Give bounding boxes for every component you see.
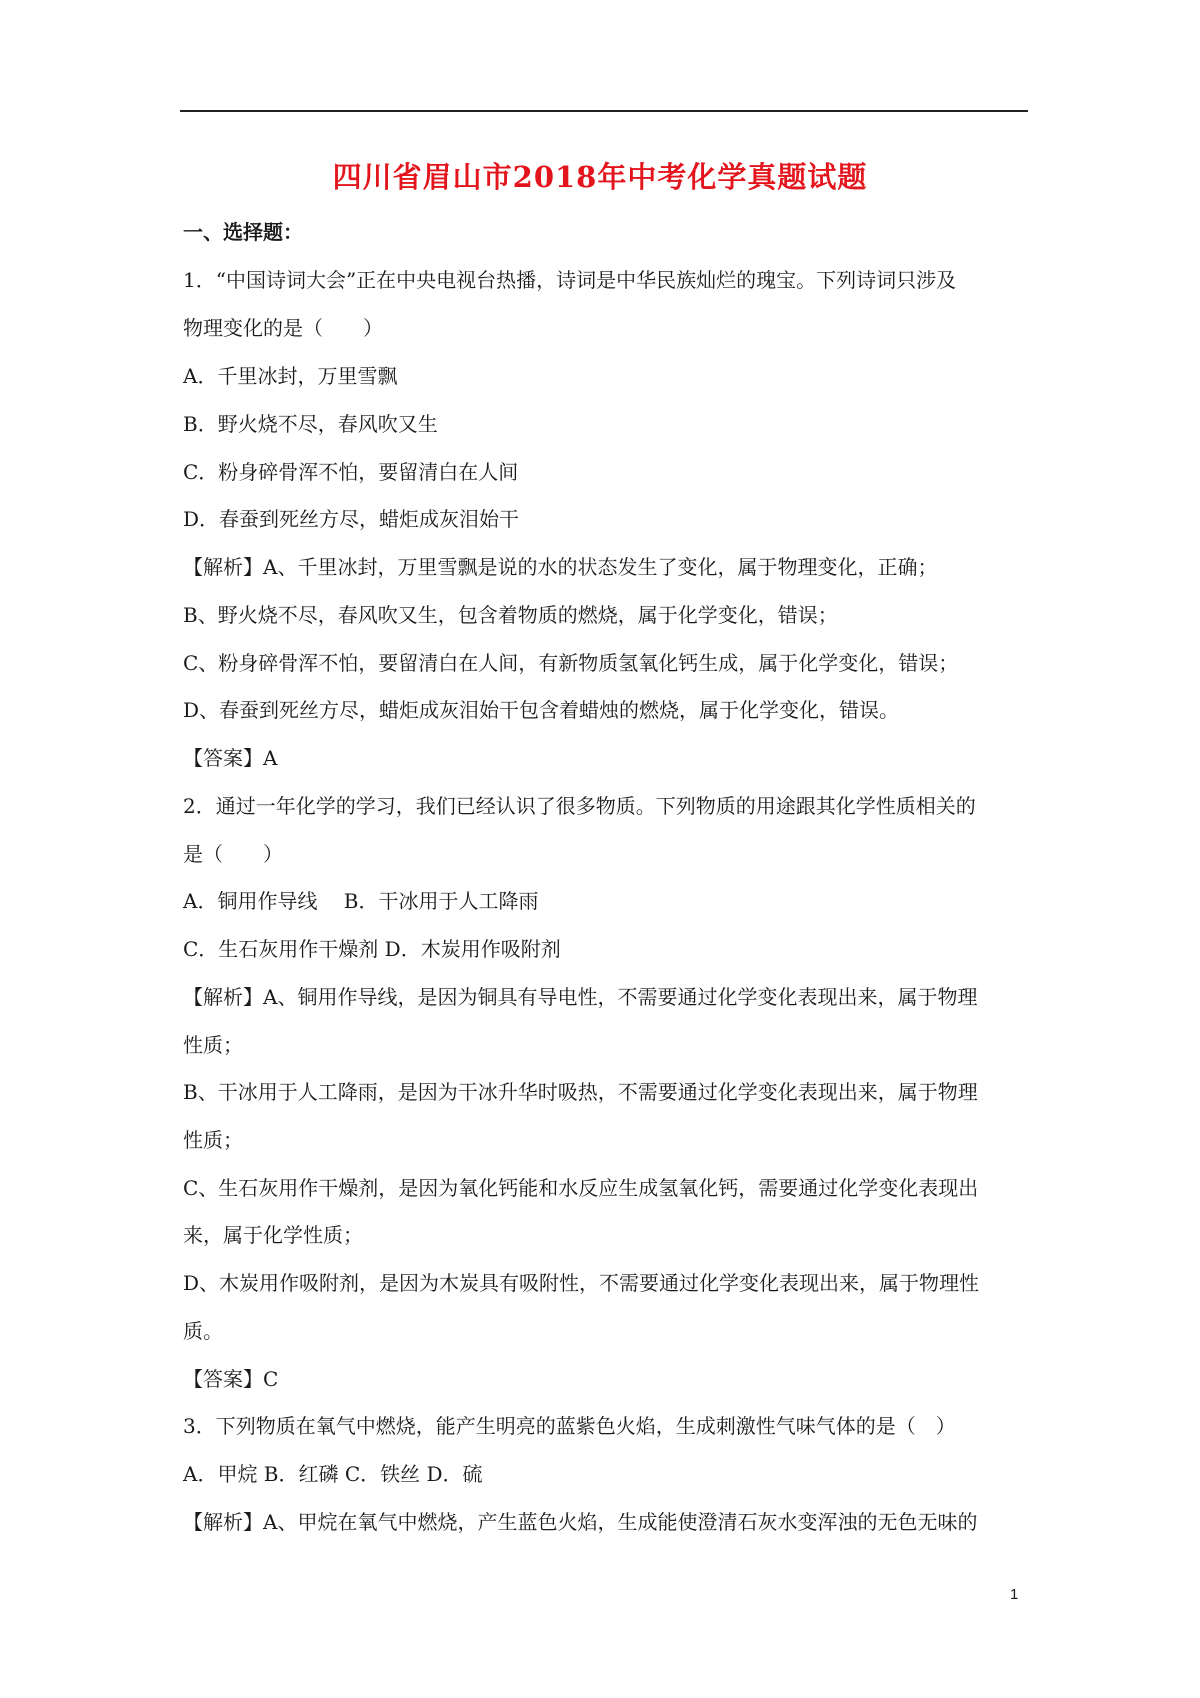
text-line: C．生石灰用作干燥剂 D．木炭用作吸附剂 (183, 937, 561, 961)
text-line: 性质； (183, 1033, 243, 1057)
text-line: 质。 (183, 1319, 223, 1343)
text-line: 来，属于化学性质； (183, 1223, 363, 1247)
document-title: 四川省眉山市2018年中考化学真题试题 (332, 160, 868, 194)
page-number: 1 (1010, 1586, 1019, 1603)
header-rule (180, 110, 1028, 112)
text-line: D、春蚕到死丝方尽，蜡炬成灰泪始干包含着蜡烛的燃烧，属于化学变化，错误。 (183, 698, 900, 722)
text-line: 【解析】A、甲烷在氧气中燃烧，产生蓝色火焰，生成能使澄清石灰水变浑浊的无色无味的 (183, 1510, 978, 1534)
text-line: B、野火烧不尽，春风吹又生，包含着物质的燃烧，属于化学变化，错误； (183, 603, 838, 627)
section-heading: 一、选择题： (183, 220, 303, 244)
text-line: 物理变化的是（ ） (183, 316, 383, 340)
text-line: A．千里冰封，万里雪飘 (183, 364, 398, 388)
text-line: 1．“中国诗词大会”正在中央电视台热播，诗词是中华民族灿烂的瑰宝。下列诗词只涉及 (183, 268, 957, 292)
text-line: C．粉身碎骨浑不怕，要留清白在人间 (183, 460, 519, 484)
text-line: C、生石灰用作干燥剂，是因为氧化钙能和水反应生成氢氧化钙，需要通过化学变化表现出 (183, 1176, 979, 1200)
text-line: 是（ ） (183, 842, 283, 866)
text-line: 3．下列物质在氧气中燃烧，能产生明亮的蓝紫色火焰，生成刺激性气味气体的是（ ） (183, 1414, 956, 1438)
text-line: 【答案】C (183, 1367, 279, 1391)
text-line: 2．通过一年化学的学习，我们已经认识了很多物质。下列物质的用途跟其化学性质相关的 (183, 794, 976, 818)
text-line: 性质； (183, 1128, 243, 1152)
text-line: C、粉身碎骨浑不怕，要留清白在人间，有新物质氢氧化钙生成，属于化学变化，错误； (183, 651, 959, 675)
text-line: A．铜用作导线 B．干冰用于人工降雨 (183, 889, 539, 913)
text-line: D．春蚕到死丝方尽，蜡炬成灰泪始干 (183, 507, 520, 531)
text-line: 【解析】A、铜用作导线，是因为铜具有导电性，不需要通过化学变化表现出来，属于物理 (183, 985, 978, 1009)
text-line: B．野火烧不尽，春风吹又生 (183, 412, 438, 436)
text-line: 【解析】A、千里冰封，万里雪飘是说的水的状态发生了变化，属于物理变化，正确； (183, 555, 938, 579)
text-line: D、木炭用作吸附剂，是因为木炭具有吸附性，不需要通过化学变化表现出来，属于物理性 (183, 1271, 980, 1295)
text-line: A．甲烷 B．红磷 C．铁丝 D．硫 (183, 1462, 483, 1486)
text-line: B、干冰用于人工降雨，是因为干冰升华时吸热，不需要通过化学变化表现出来，属于物理 (183, 1080, 978, 1104)
text-line: 【答案】A (183, 746, 278, 770)
